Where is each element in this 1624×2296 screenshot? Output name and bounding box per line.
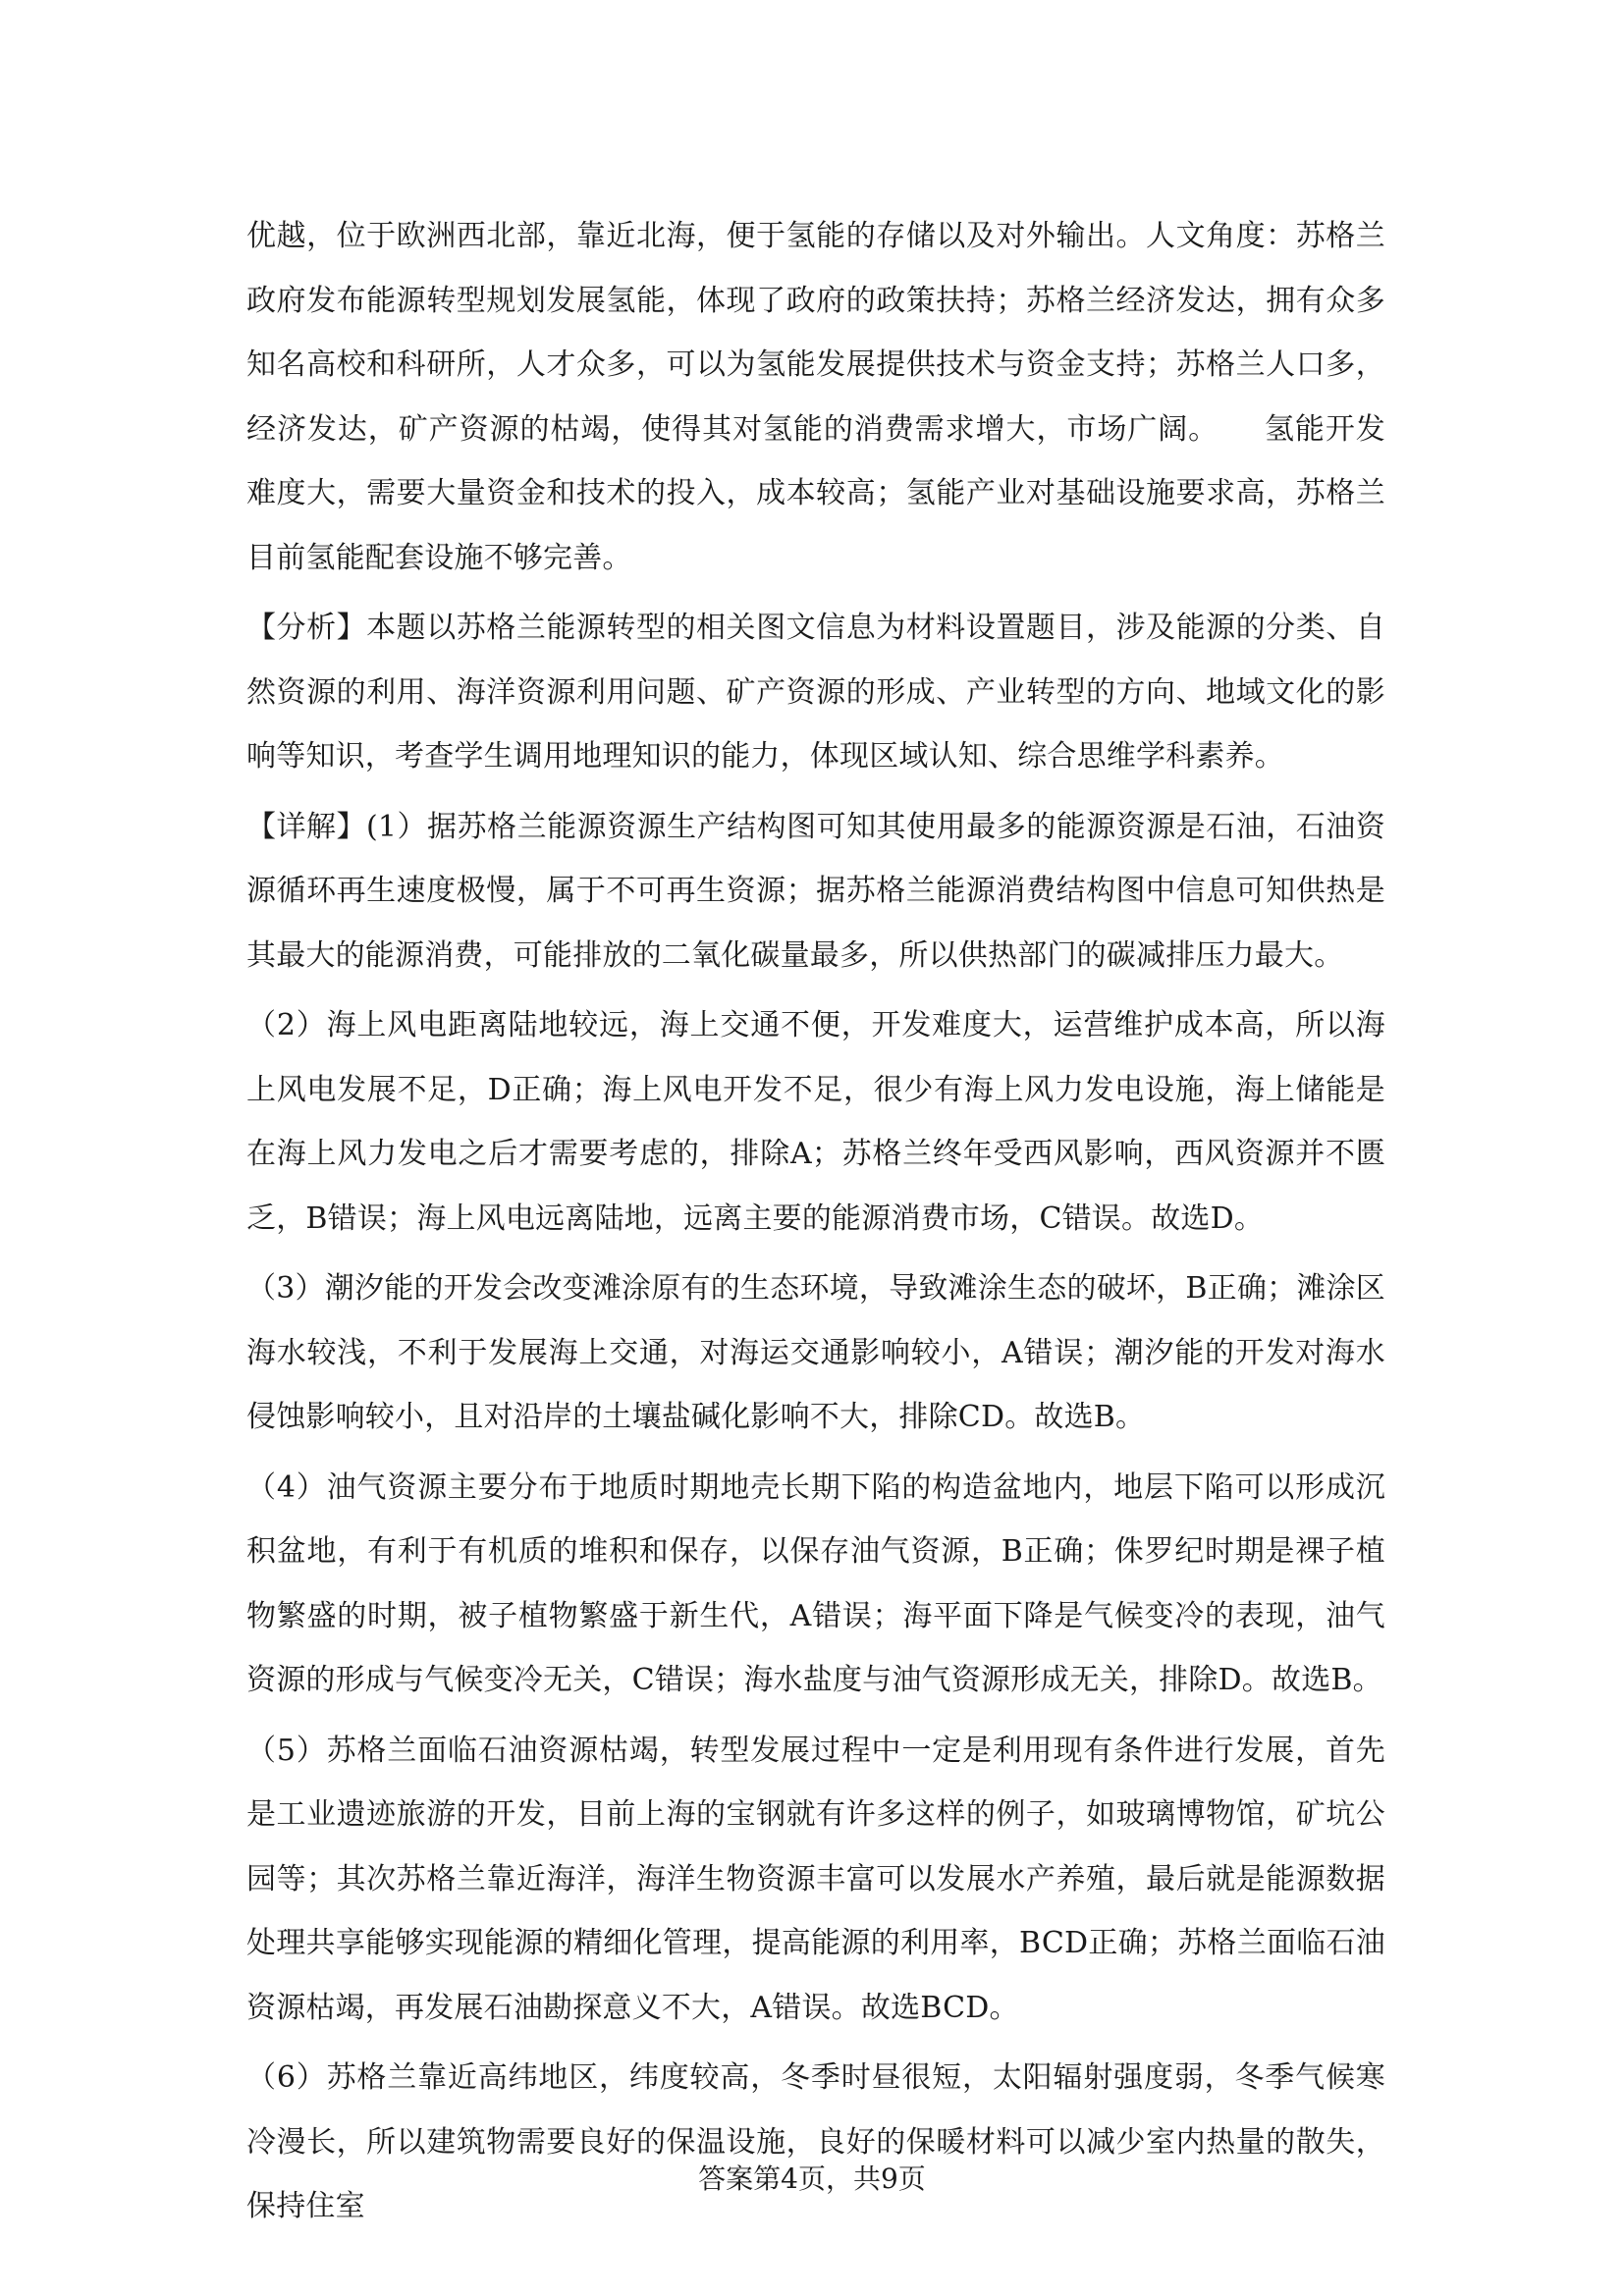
paragraph-detail-5: （5）苏格兰面临石油资源枯竭，转型发展过程中一定是利用现有条件进行发展，首先是工业遗迹旅游的开发，目前上海的宝钢就有许多这样的例子，如玻璃博物馆，矿坑公园等；其次苏格兰靠近海洋，海洋生物资源丰富可以发展水产养殖，最后就是能源数据处理共享能够实现能源的精细化管理，提高能源的利用率，BCD正确；苏格兰面临石油资源枯竭，再发展石油勘探意义不大，A错误。故选BCD。 [246, 1733, 1385, 2025]
paragraph-analysis: 【分析】本题以苏格兰能源转型的相关图文信息为材料设置题目，涉及能源的分类、自然资源的利用、海洋资源利用问题、矿产资源的形成、产业转型的方向、地域文化的影响等知识，考查学生调用地理知识的能力，体现区域认知、综合思维学科素养。 [246, 611, 1385, 774]
paragraph-detail-4: （4）油气资源主要分布于地质时期地壳长期下陷的构造盆地内，地层下陷可以形成沉积盆地，有利于有机质的堆积和保存，以保存油气资源，B正确；侏罗纪时期是裸子植物繁盛的时期，被子植物繁盛于新生代，A错误；海平面下降是气候变冷的表现，油气资源的形成与气候变冷无关，C错误；海水盐度与油气资源形成无关，排除D。故选B。 [246, 1469, 1385, 1697]
paragraph-detail-1: 【详解】(1）据苏格兰能源资源生产结构图可知其使用最多的能源资源是石油，石油资源循环再生速度极慢，属于不可再生资源；据苏格兰能源消费结构图中信息可知供热是其最大的能源消费，可能排放的二氧化碳量最多，所以供热部门的碳减排压力最大。 [246, 809, 1385, 973]
paragraph-detail-6: （6）苏格兰靠近高纬地区，纬度较高，冬季时昼很短，太阳辐射强度弱，冬季气候寒冷漫长，所以建筑物需要良好的保温设施，良好的保暖材料可以减少室内热量的散失，保持住室 [246, 2060, 1385, 2223]
document-body [246, 204, 1385, 2239]
paragraph-detail-3: （3）潮汐能的开发会改变滩涂原有的生态环境，导致滩涂生态的破坏，B正确；滩涂区海水较浅，不利于发展海上交通，对海运交通影响较小，A错误；潮汐能的开发对海水侵蚀影响较小，且对沿岸的土壤盐碱化影响不大，排除CD。故选B。 [246, 1271, 1385, 1434]
page-footer: 答案第4页，共9页 [698, 2163, 926, 2195]
paragraph-detail-2: （2）海上风电距离陆地较远，海上交通不便，开发难度大，运营维护成本高，所以海上风电发展不足，D正确；海上风电开发不足，很少有海上风力发电设施，海上储能是在海上风力发电之后才需要考虑的，排除A；苏格兰终年受西风影响，西风资源并不匮乏，B错误；海上风电远离陆地，远离主要的能源消费市场，C错误。故选D。 [246, 1008, 1385, 1236]
paragraph-continuation: 优越，位于欧洲西北部，靠近北海，便于氢能的存储以及对外输出。人文角度：苏格兰政府发布能源转型规划发展氢能，体现了政府的政策扶持；苏格兰经济发达，拥有众多知名高校和科研所，人才众多，可以为氢能发展提供技术与资金支持；苏格兰人口多，经济发达，矿产资源的枯竭，使得其对氢能的消费需求增大，市场广阔。 氢能开发难度大，需要大量资金和技术的投入，成本较高；氢能产业对基础设施要求高，苏格兰目前氢能配套设施不够完善。 [246, 219, 1385, 575]
